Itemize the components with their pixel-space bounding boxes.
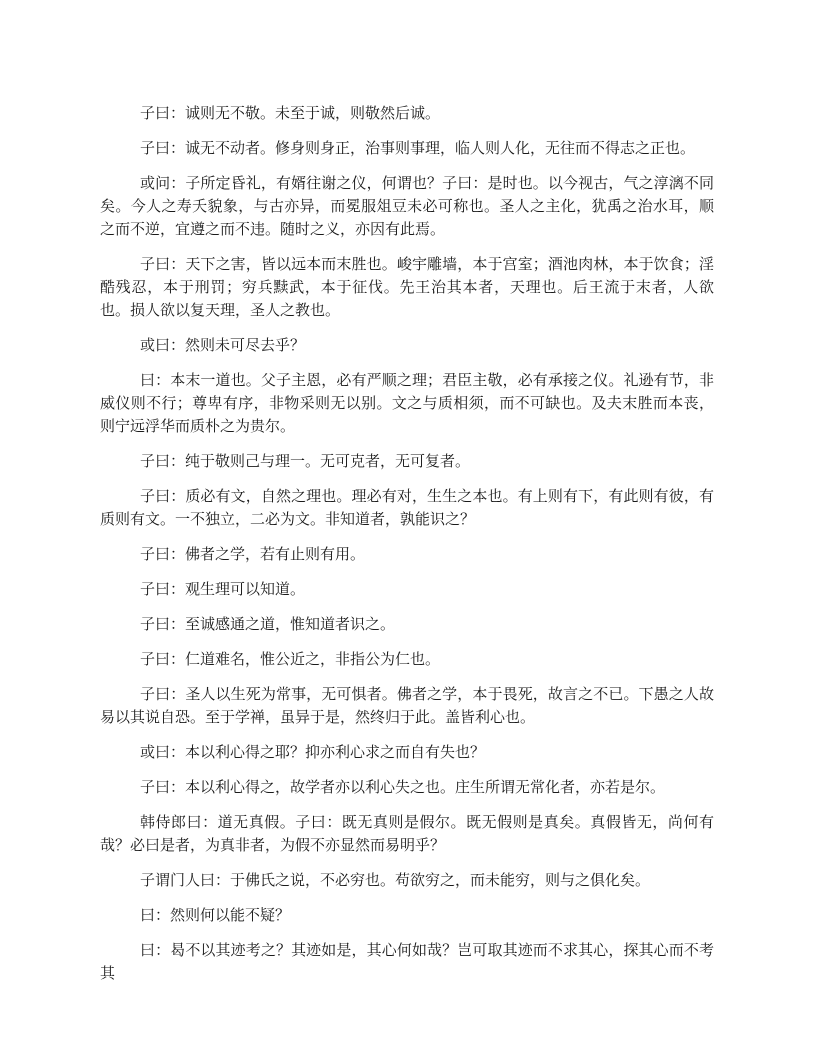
paragraph: 子曰：圣人以生死为常事，无可惧者。佛者之学，本于畏死，故言之不已。下愚之人故易以其说自恐。至于学禅，虽异于是，然终归于此。盖皆利心也。 xyxy=(100,687,714,726)
paragraph: 子曰：诚无不动者。修身则身正，治事则事理，临人则人化，无往而不得志之正也。 xyxy=(140,141,696,157)
text-block xyxy=(100,103,714,998)
paragraph: 子曰：仁道难名，惟公近之，非指公为仁也。 xyxy=(140,652,441,668)
paragraph: 子曰：诚则无不敬。未至于诚，则敬然后诚。 xyxy=(140,106,441,122)
paragraph: 或曰：然则未可尽去乎？ xyxy=(140,338,306,354)
paragraph: 子谓门人曰：于佛氏之说，不必穷也。苟欲穷之，而未能穷，则与之俱化矣。 xyxy=(140,873,651,889)
paragraph: 曰：本末一道也。父子主恩，必有严顺之理；君臣主敬，必有承接之仪。礼逊有节，非威仪则不行；尊卑有序，非物采则无以别。文之与质相须，而不可缺也。及夫末胜而本丧，则宁远浮华而质朴之为贵尔。 xyxy=(100,373,714,435)
paragraph: 子曰：至诚感通之道，惟知道者识之。 xyxy=(140,617,396,633)
paragraph: 子曰：质必有文，自然之理也。理必有对，生生之本也。有上则有下，有此则有彼，有质则有文。一不独立，二必为文。非知道者，孰能识之？ xyxy=(100,489,714,528)
paragraph: 曰：曷不以其迹考之？其迹如是，其心何如哉？岂可取其迹而不求其心，探其心而不考其 xyxy=(100,943,714,982)
paragraph: 子曰：纯于敬则己与理一。无可克者，无可复者。 xyxy=(140,454,471,470)
paragraph: 或曰：本以利心得之耶？抑亦利心求之而自有失也？ xyxy=(140,745,486,761)
paragraph: 子曰：本以利心得之，故学者亦以利心失之也。庄生所谓无常化者，亦若是尔。 xyxy=(140,780,666,796)
paragraph: 子曰：天下之害，皆以远本而末胜也。峻宇雕墙，本于宫室；酒池肉林，本于饮食；淫酷残忍，本于刑罚；穷兵黩武，本于征伐。先王治其本者，天理也。后王流于末者，人欲也。损人欲以复天理，圣人之教也。 xyxy=(100,257,714,319)
paragraph: 韩侍郎曰：道无真假。子曰：既无真则是假尔。既无假则是真矣。真假皆无，尚何有哉？必曰是者，为真非者，为假不亦显然而易明乎？ xyxy=(100,815,714,854)
paragraph: 曰：然则何以能不疑？ xyxy=(140,908,291,924)
paragraph: 子曰：观生理可以知道。 xyxy=(140,582,306,598)
paragraph: 或问：子所定昏礼，有婿往谢之仪，何谓也？子曰：是时也。以今视古，气之淳漓不同矣。今人之寿夭貌象，与古亦异，而冕服俎豆未必可称也。圣人之主化，犹禹之治水耳，顺之而不逆，宜遵之而不违。随时之义，亦因有此焉。 xyxy=(100,176,714,238)
paragraph: 子曰：佛者之学，若有止则有用。 xyxy=(140,547,366,563)
